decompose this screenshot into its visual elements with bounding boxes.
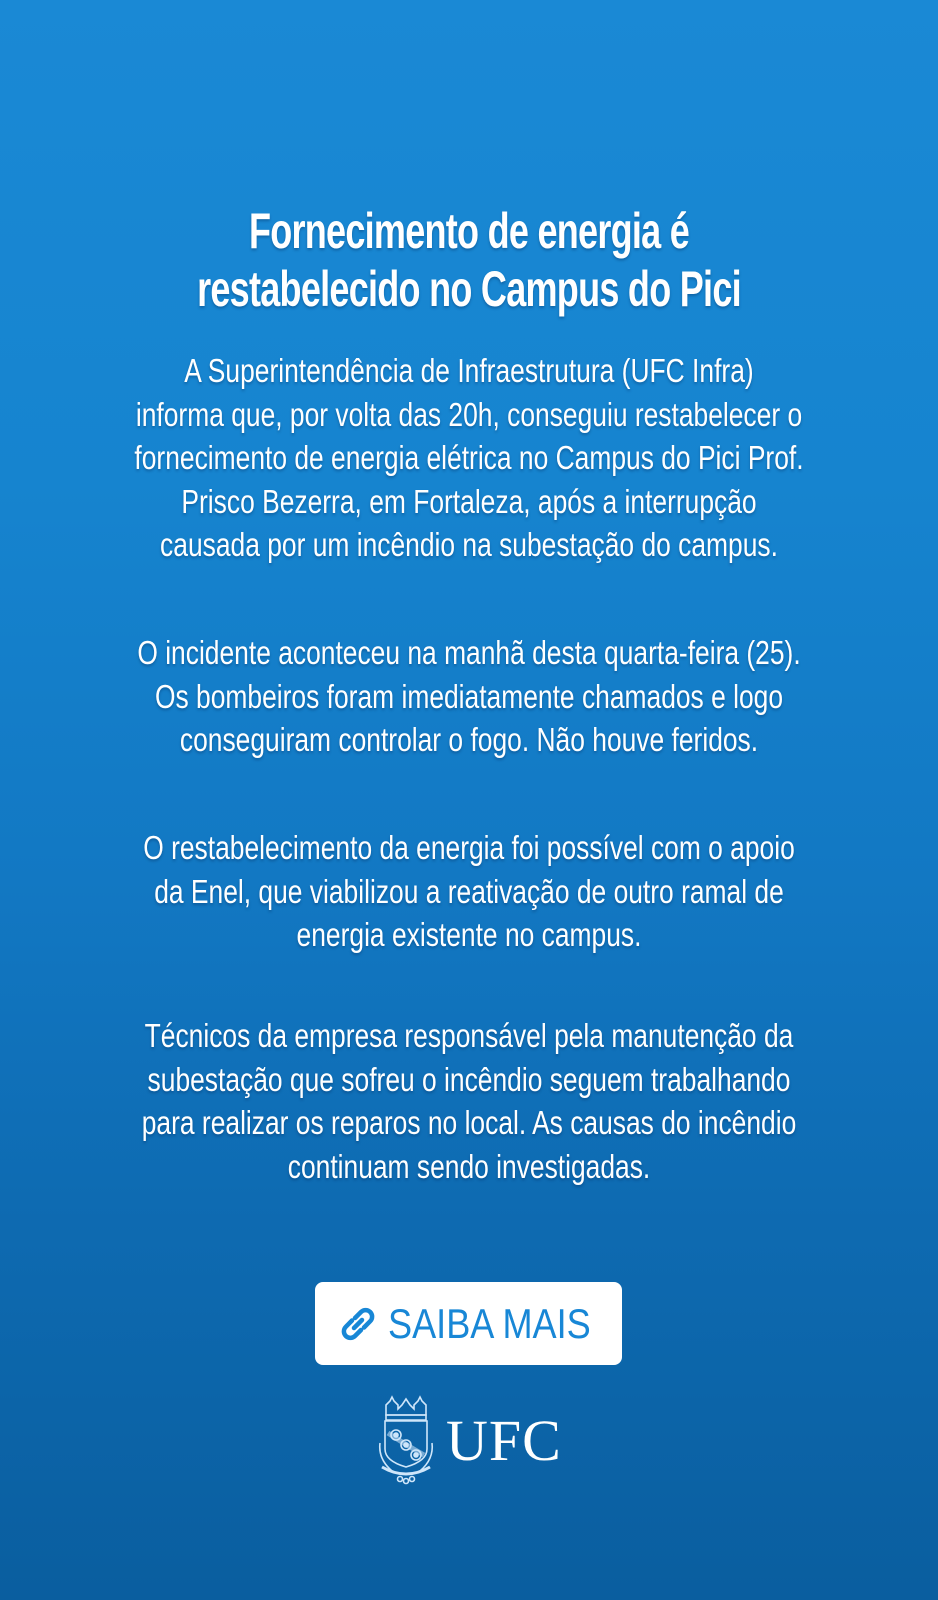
ufc-crest-icon (372, 1393, 440, 1485)
paragraph-line: A Superintendência de Infraestrutura (UFC Infra) (184, 352, 754, 389)
paragraph-line: continuam sendo investigadas. (287, 1147, 651, 1185)
paragraph-2 (0, 631, 938, 762)
paragraph-line: Os bombeiros foram imediatamente chamados e logo (154, 677, 784, 715)
paragraph-line: conseguiram controlar o fogo. Não houve feridos. (179, 721, 759, 758)
paragraph-line: energia existente no campus. (296, 916, 642, 953)
paragraph-line: Técnicos da empresa responsável pela manutenção da (144, 1017, 794, 1054)
headline (0, 202, 938, 318)
paragraph-line: causada por um incêndio na subestação do campus. (160, 526, 778, 563)
paragraph-line: informa que, por volta das 20h, conseguiu restabelecer o (135, 395, 803, 433)
link-icon (338, 1304, 378, 1344)
paragraph-1 (0, 349, 938, 567)
paragraph-line: fornecimento de energia elétrica no Campus do Pici Prof. (134, 439, 804, 476)
paragraph-line: subestação que sofreu o incêndio seguem trabalhando (147, 1060, 791, 1098)
ufc-wordmark: UFC (446, 1408, 562, 1473)
ufc-logo (372, 1393, 562, 1485)
paragraph-line: O incidente aconteceu na manhã desta quarta-feira (25). (137, 634, 801, 671)
paragraph-3 (0, 826, 938, 957)
saiba-mais-label: SAIBA MAIS (387, 1299, 591, 1347)
saiba-mais-link-sticker[interactable] (315, 1282, 622, 1365)
paragraph-4 (0, 1014, 938, 1188)
paragraph-line: O restabelecimento da energia foi possível com o apoio (143, 829, 795, 866)
paragraph-line: da Enel, que viabilizou a reativação de outro ramal de (154, 872, 784, 910)
headline-line-2: restabelecido no Campus do Pici (197, 260, 741, 317)
headline-line-1: Fornecimento de energia é (248, 202, 690, 259)
paragraph-line: para realizar os reparos no local. As causas do incêndio (141, 1104, 797, 1141)
paragraph-line: Prisco Bezerra, em Fortaleza, após a interrupção (181, 482, 757, 520)
